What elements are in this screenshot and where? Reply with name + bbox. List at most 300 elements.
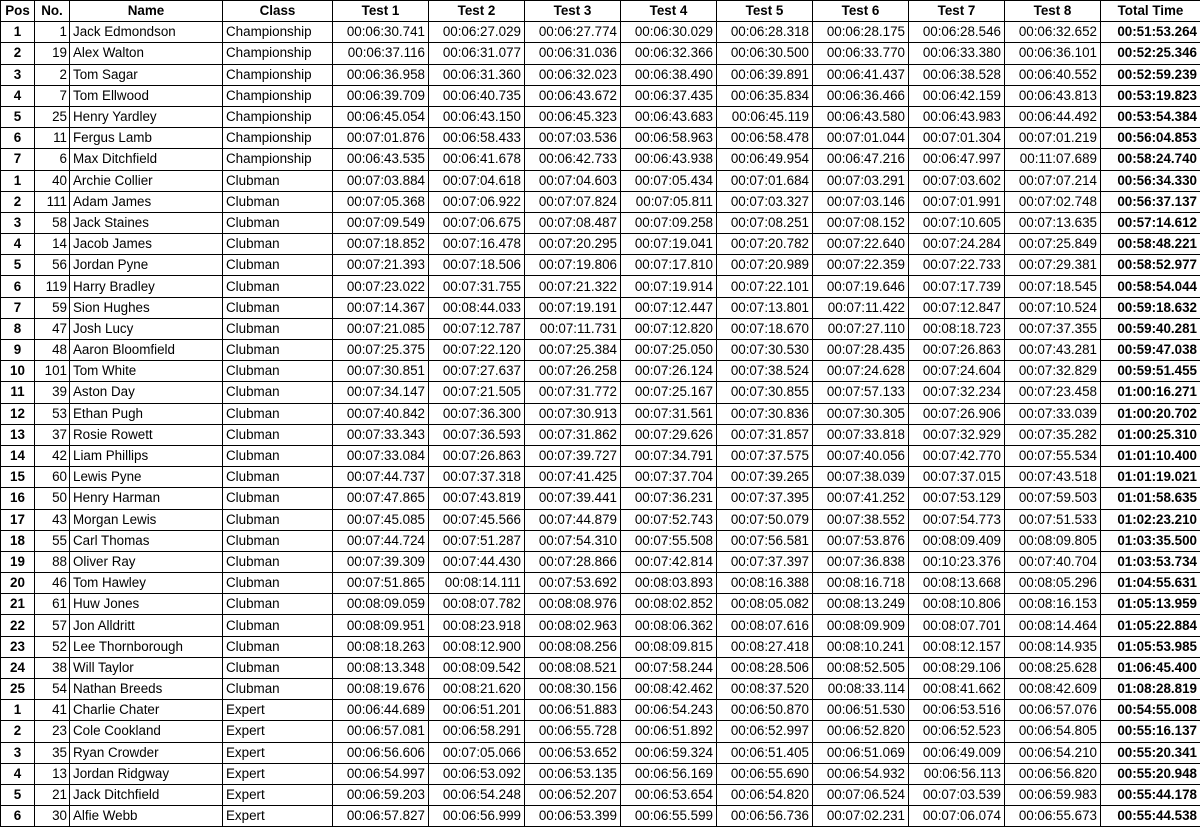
class-cell: Clubman xyxy=(223,636,333,657)
header-test-4: Test 4 xyxy=(621,1,717,22)
test-1-cell: 00:06:59.203 xyxy=(333,784,429,805)
test-5-cell: 00:07:03.327 xyxy=(717,191,813,212)
table-row xyxy=(1,149,1200,170)
test-8-cell: 00:06:40.552 xyxy=(1005,64,1101,85)
test-3-cell: 00:07:19.191 xyxy=(525,297,621,318)
header-test-5: Test 5 xyxy=(717,1,813,22)
class-cell: Clubman xyxy=(223,382,333,403)
class-cell: Clubman xyxy=(223,679,333,700)
test-3-cell: 00:07:54.310 xyxy=(525,530,621,551)
test-4-cell: 00:08:02.852 xyxy=(621,594,717,615)
test-8-cell: 00:06:44.492 xyxy=(1005,106,1101,127)
rider-name-cell: Morgan Lewis xyxy=(70,509,223,530)
test-8-cell: 00:11:07.689 xyxy=(1005,149,1101,170)
class-cell: Championship xyxy=(223,64,333,85)
test-7-cell: 00:06:52.523 xyxy=(909,721,1005,742)
test-3-cell: 00:08:08.256 xyxy=(525,636,621,657)
test-6-cell: 00:07:11.422 xyxy=(813,297,909,318)
test-5-cell: 00:06:30.500 xyxy=(717,43,813,64)
number-cell: 13 xyxy=(35,763,70,784)
test-4-cell: 00:06:58.963 xyxy=(621,128,717,149)
test-7-cell: 00:06:53.516 xyxy=(909,700,1005,721)
test-7-cell: 00:07:24.284 xyxy=(909,234,1005,255)
test-2-cell: 00:06:40.735 xyxy=(429,85,525,106)
test-7-cell: 00:07:10.605 xyxy=(909,212,1005,233)
test-8-cell: 00:08:42.609 xyxy=(1005,679,1101,700)
test-4-cell: 00:06:43.938 xyxy=(621,149,717,170)
test-8-cell: 00:07:02.748 xyxy=(1005,191,1101,212)
test-5-cell: 00:08:28.506 xyxy=(717,657,813,678)
class-cell: Clubman xyxy=(223,191,333,212)
test-6-cell: 00:07:22.359 xyxy=(813,255,909,276)
table-row xyxy=(1,191,1200,212)
class-cell: Clubman xyxy=(223,318,333,339)
total-time-cell: 01:03:53.734 xyxy=(1101,551,1200,572)
test-2-cell: 00:07:31.755 xyxy=(429,276,525,297)
total-time-cell: 00:59:40.281 xyxy=(1101,318,1200,339)
table-row xyxy=(1,85,1200,106)
pos-cell: 2 xyxy=(1,721,35,742)
class-cell: Championship xyxy=(223,106,333,127)
test-7-cell: 00:07:01.304 xyxy=(909,128,1005,149)
number-cell: 55 xyxy=(35,530,70,551)
test-4-cell: 00:07:58.244 xyxy=(621,657,717,678)
table-header xyxy=(1,1,1200,22)
test-5-cell: 00:07:08.251 xyxy=(717,212,813,233)
test-5-cell: 00:07:39.265 xyxy=(717,467,813,488)
test-5-cell: 00:06:45.119 xyxy=(717,106,813,127)
test-7-cell: 00:06:49.009 xyxy=(909,742,1005,763)
header-test-2: Test 2 xyxy=(429,1,525,22)
test-6-cell: 00:08:13.249 xyxy=(813,594,909,615)
total-time-cell: 00:59:51.455 xyxy=(1101,361,1200,382)
number-cell: 50 xyxy=(35,488,70,509)
test-1-cell: 00:06:57.827 xyxy=(333,806,429,827)
test-8-cell: 00:07:59.503 xyxy=(1005,488,1101,509)
pos-cell: 1 xyxy=(1,170,35,191)
test-6-cell: 00:07:19.646 xyxy=(813,276,909,297)
test-7-cell: 00:07:17.739 xyxy=(909,276,1005,297)
test-4-cell: 00:07:55.508 xyxy=(621,530,717,551)
rider-name-cell: Tom Sagar xyxy=(70,64,223,85)
table-row xyxy=(1,297,1200,318)
test-3-cell: 00:07:03.536 xyxy=(525,128,621,149)
pos-cell: 4 xyxy=(1,234,35,255)
test-2-cell: 00:06:31.360 xyxy=(429,64,525,85)
table-row xyxy=(1,784,1200,805)
pos-cell: 13 xyxy=(1,424,35,445)
test-7-cell: 00:07:22.733 xyxy=(909,255,1005,276)
table-row xyxy=(1,445,1200,466)
test-6-cell: 00:06:47.216 xyxy=(813,149,909,170)
rider-name-cell: Huw Jones xyxy=(70,594,223,615)
test-2-cell: 00:06:56.999 xyxy=(429,806,525,827)
test-6-cell: 00:08:33.114 xyxy=(813,679,909,700)
test-7-cell: 00:06:56.113 xyxy=(909,763,1005,784)
test-6-cell: 00:06:33.770 xyxy=(813,43,909,64)
total-time-cell: 00:58:52.977 xyxy=(1101,255,1200,276)
test-7-cell: 00:07:42.770 xyxy=(909,445,1005,466)
rider-name-cell: Aaron Bloomfield xyxy=(70,340,223,361)
test-2-cell: 00:08:07.782 xyxy=(429,594,525,615)
test-6-cell: 00:06:51.530 xyxy=(813,700,909,721)
test-7-cell: 00:07:12.847 xyxy=(909,297,1005,318)
test-4-cell: 00:07:31.561 xyxy=(621,403,717,424)
test-6-cell: 00:07:53.876 xyxy=(813,530,909,551)
test-2-cell: 00:06:54.248 xyxy=(429,784,525,805)
test-2-cell: 00:08:12.900 xyxy=(429,636,525,657)
test-6-cell: 00:06:51.069 xyxy=(813,742,909,763)
test-8-cell: 00:07:25.849 xyxy=(1005,234,1101,255)
total-time-cell: 00:58:48.221 xyxy=(1101,234,1200,255)
table-row xyxy=(1,128,1200,149)
number-cell: 6 xyxy=(35,149,70,170)
test-1-cell: 00:07:18.852 xyxy=(333,234,429,255)
test-2-cell: 00:07:04.618 xyxy=(429,170,525,191)
test-5-cell: 00:06:54.820 xyxy=(717,784,813,805)
number-cell: 46 xyxy=(35,573,70,594)
test-6-cell: 00:06:52.820 xyxy=(813,721,909,742)
pos-cell: 5 xyxy=(1,784,35,805)
rider-name-cell: Jack Staines xyxy=(70,212,223,233)
test-2-cell: 00:08:44.033 xyxy=(429,297,525,318)
test-1-cell: 00:07:25.375 xyxy=(333,340,429,361)
test-6-cell: 00:07:03.146 xyxy=(813,191,909,212)
rider-name-cell: Henry Harman xyxy=(70,488,223,509)
test-1-cell: 00:06:56.606 xyxy=(333,742,429,763)
table-row xyxy=(1,594,1200,615)
test-6-cell: 00:08:16.718 xyxy=(813,573,909,594)
test-3-cell: 00:08:08.521 xyxy=(525,657,621,678)
rider-name-cell: Sion Hughes xyxy=(70,297,223,318)
test-7-cell: 00:08:29.106 xyxy=(909,657,1005,678)
pos-cell: 19 xyxy=(1,551,35,572)
test-4-cell: 00:06:55.599 xyxy=(621,806,717,827)
test-5-cell: 00:06:51.405 xyxy=(717,742,813,763)
table-body xyxy=(1,22,1200,827)
total-time-cell: 00:56:37.137 xyxy=(1101,191,1200,212)
test-4-cell: 00:08:06.362 xyxy=(621,615,717,636)
number-cell: 14 xyxy=(35,234,70,255)
test-1-cell: 00:07:03.884 xyxy=(333,170,429,191)
number-cell: 57 xyxy=(35,615,70,636)
test-3-cell: 00:07:19.806 xyxy=(525,255,621,276)
class-cell: Expert xyxy=(223,700,333,721)
test-6-cell: 00:06:41.437 xyxy=(813,64,909,85)
test-4-cell: 00:06:56.169 xyxy=(621,763,717,784)
test-6-cell: 00:07:03.291 xyxy=(813,170,909,191)
test-1-cell: 00:08:09.951 xyxy=(333,615,429,636)
table-row xyxy=(1,361,1200,382)
test-5-cell: 00:07:31.857 xyxy=(717,424,813,445)
test-2-cell: 00:07:26.863 xyxy=(429,445,525,466)
test-3-cell: 00:07:44.879 xyxy=(525,509,621,530)
test-8-cell: 00:06:56.820 xyxy=(1005,763,1101,784)
test-1-cell: 00:08:19.676 xyxy=(333,679,429,700)
test-3-cell: 00:08:30.156 xyxy=(525,679,621,700)
test-1-cell: 00:06:39.709 xyxy=(333,85,429,106)
test-4-cell: 00:06:54.243 xyxy=(621,700,717,721)
test-2-cell: 00:06:41.678 xyxy=(429,149,525,170)
test-8-cell: 00:07:43.518 xyxy=(1005,467,1101,488)
table-row xyxy=(1,255,1200,276)
test-3-cell: 00:07:30.913 xyxy=(525,403,621,424)
test-3-cell: 00:08:02.963 xyxy=(525,615,621,636)
table-row xyxy=(1,615,1200,636)
class-cell: Expert xyxy=(223,721,333,742)
rider-name-cell: Lewis Pyne xyxy=(70,467,223,488)
rider-name-cell: Jon Alldritt xyxy=(70,615,223,636)
test-2-cell: 00:08:14.111 xyxy=(429,573,525,594)
total-time-cell: 00:57:14.612 xyxy=(1101,212,1200,233)
test-3-cell: 00:07:39.727 xyxy=(525,445,621,466)
test-6-cell: 00:07:40.056 xyxy=(813,445,909,466)
test-2-cell: 00:06:58.291 xyxy=(429,721,525,742)
test-2-cell: 00:06:51.201 xyxy=(429,700,525,721)
test-3-cell: 00:06:27.774 xyxy=(525,22,621,43)
test-7-cell: 00:08:07.701 xyxy=(909,615,1005,636)
rider-name-cell: Rosie Rowett xyxy=(70,424,223,445)
pos-cell: 5 xyxy=(1,106,35,127)
test-3-cell: 00:06:31.036 xyxy=(525,43,621,64)
header-test-1: Test 1 xyxy=(333,1,429,22)
pos-cell: 21 xyxy=(1,594,35,615)
test-7-cell: 00:07:54.773 xyxy=(909,509,1005,530)
pos-cell: 5 xyxy=(1,255,35,276)
pos-cell: 24 xyxy=(1,657,35,678)
number-cell: 11 xyxy=(35,128,70,149)
test-3-cell: 00:07:39.441 xyxy=(525,488,621,509)
pos-cell: 16 xyxy=(1,488,35,509)
rider-name-cell: Alex Walton xyxy=(70,43,223,64)
number-cell: 101 xyxy=(35,361,70,382)
test-6-cell: 00:07:27.110 xyxy=(813,318,909,339)
test-2-cell: 00:06:58.433 xyxy=(429,128,525,149)
test-1-cell: 00:06:45.054 xyxy=(333,106,429,127)
test-7-cell: 00:08:13.668 xyxy=(909,573,1005,594)
test-8-cell: 00:07:29.381 xyxy=(1005,255,1101,276)
test-1-cell: 00:07:33.343 xyxy=(333,424,429,445)
test-4-cell: 00:07:34.791 xyxy=(621,445,717,466)
test-7-cell: 00:08:12.157 xyxy=(909,636,1005,657)
total-time-cell: 01:05:22.884 xyxy=(1101,615,1200,636)
number-cell: 56 xyxy=(35,255,70,276)
test-7-cell: 00:08:18.723 xyxy=(909,318,1005,339)
pos-cell: 7 xyxy=(1,149,35,170)
test-2-cell: 00:08:21.620 xyxy=(429,679,525,700)
total-time-cell: 01:04:55.631 xyxy=(1101,573,1200,594)
pos-cell: 6 xyxy=(1,128,35,149)
test-6-cell: 00:07:30.305 xyxy=(813,403,909,424)
test-4-cell: 00:06:38.490 xyxy=(621,64,717,85)
test-3-cell: 00:06:45.323 xyxy=(525,106,621,127)
rider-name-cell: Tom White xyxy=(70,361,223,382)
pos-cell: 12 xyxy=(1,403,35,424)
test-7-cell: 00:07:06.074 xyxy=(909,806,1005,827)
test-2-cell: 00:08:23.918 xyxy=(429,615,525,636)
test-5-cell: 00:07:37.575 xyxy=(717,445,813,466)
total-time-cell: 01:05:53.985 xyxy=(1101,636,1200,657)
test-2-cell: 00:07:06.922 xyxy=(429,191,525,212)
test-2-cell: 00:07:21.505 xyxy=(429,382,525,403)
test-3-cell: 00:06:42.733 xyxy=(525,149,621,170)
rider-name-cell: Jack Edmondson xyxy=(70,22,223,43)
class-cell: Expert xyxy=(223,763,333,784)
pos-cell: 9 xyxy=(1,340,35,361)
test-5-cell: 00:06:50.870 xyxy=(717,700,813,721)
number-cell: 38 xyxy=(35,657,70,678)
test-3-cell: 00:06:53.399 xyxy=(525,806,621,827)
test-7-cell: 00:10:23.376 xyxy=(909,551,1005,572)
class-cell: Clubman xyxy=(223,594,333,615)
class-cell: Expert xyxy=(223,806,333,827)
test-4-cell: 00:07:42.814 xyxy=(621,551,717,572)
number-cell: 60 xyxy=(35,467,70,488)
test-6-cell: 00:08:10.241 xyxy=(813,636,909,657)
number-cell: 48 xyxy=(35,340,70,361)
test-8-cell: 00:07:32.829 xyxy=(1005,361,1101,382)
rider-name-cell: Aston Day xyxy=(70,382,223,403)
table-row xyxy=(1,64,1200,85)
pos-cell: 4 xyxy=(1,85,35,106)
test-5-cell: 00:07:20.782 xyxy=(717,234,813,255)
test-8-cell: 00:07:13.635 xyxy=(1005,212,1101,233)
test-7-cell: 00:06:38.528 xyxy=(909,64,1005,85)
test-2-cell: 00:07:43.819 xyxy=(429,488,525,509)
header-no: No. xyxy=(35,1,70,22)
pos-cell: 11 xyxy=(1,382,35,403)
test-6-cell: 00:07:28.435 xyxy=(813,340,909,361)
test-6-cell: 00:06:54.932 xyxy=(813,763,909,784)
test-8-cell: 00:08:05.296 xyxy=(1005,573,1101,594)
number-cell: 54 xyxy=(35,679,70,700)
class-cell: Clubman xyxy=(223,170,333,191)
class-cell: Clubman xyxy=(223,509,333,530)
test-1-cell: 00:06:43.535 xyxy=(333,149,429,170)
test-1-cell: 00:06:37.116 xyxy=(333,43,429,64)
test-8-cell: 00:06:54.805 xyxy=(1005,721,1101,742)
test-5-cell: 00:07:13.801 xyxy=(717,297,813,318)
test-4-cell: 00:07:29.626 xyxy=(621,424,717,445)
test-2-cell: 00:07:22.120 xyxy=(429,340,525,361)
test-3-cell: 00:06:43.672 xyxy=(525,85,621,106)
rider-name-cell: Max Ditchfield xyxy=(70,149,223,170)
test-6-cell: 00:07:22.640 xyxy=(813,234,909,255)
test-4-cell: 00:06:51.892 xyxy=(621,721,717,742)
test-3-cell: 00:07:31.772 xyxy=(525,382,621,403)
rider-name-cell: Jordan Pyne xyxy=(70,255,223,276)
test-5-cell: 00:06:39.891 xyxy=(717,64,813,85)
total-time-cell: 01:00:20.702 xyxy=(1101,403,1200,424)
test-7-cell: 00:07:37.015 xyxy=(909,467,1005,488)
number-cell: 41 xyxy=(35,700,70,721)
test-4-cell: 00:07:52.743 xyxy=(621,509,717,530)
rider-name-cell: Charlie Chater xyxy=(70,700,223,721)
number-cell: 47 xyxy=(35,318,70,339)
test-6-cell: 00:07:38.039 xyxy=(813,467,909,488)
number-cell: 61 xyxy=(35,594,70,615)
number-cell: 35 xyxy=(35,742,70,763)
test-3-cell: 00:07:31.862 xyxy=(525,424,621,445)
test-3-cell: 00:07:26.258 xyxy=(525,361,621,382)
header-total-time: Total Time xyxy=(1101,1,1200,22)
test-5-cell: 00:07:56.581 xyxy=(717,530,813,551)
test-4-cell: 00:06:59.324 xyxy=(621,742,717,763)
test-5-cell: 00:08:16.388 xyxy=(717,573,813,594)
table-row xyxy=(1,106,1200,127)
test-1-cell: 00:07:44.724 xyxy=(333,530,429,551)
test-4-cell: 00:07:05.811 xyxy=(621,191,717,212)
test-5-cell: 00:07:37.395 xyxy=(717,488,813,509)
test-6-cell: 00:07:06.524 xyxy=(813,784,909,805)
test-8-cell: 00:07:01.219 xyxy=(1005,128,1101,149)
total-time-cell: 00:59:18.632 xyxy=(1101,297,1200,318)
rider-name-cell: Fergus Lamb xyxy=(70,128,223,149)
table-row xyxy=(1,234,1200,255)
test-8-cell: 00:07:10.524 xyxy=(1005,297,1101,318)
test-2-cell: 00:07:05.066 xyxy=(429,742,525,763)
test-1-cell: 00:06:36.958 xyxy=(333,64,429,85)
number-cell: 2 xyxy=(35,64,70,85)
test-4-cell: 00:07:19.914 xyxy=(621,276,717,297)
test-3-cell: 00:08:08.976 xyxy=(525,594,621,615)
table-row xyxy=(1,22,1200,43)
pos-cell: 10 xyxy=(1,361,35,382)
number-cell: 19 xyxy=(35,43,70,64)
table-row xyxy=(1,679,1200,700)
class-cell: Clubman xyxy=(223,657,333,678)
test-4-cell: 00:07:26.124 xyxy=(621,361,717,382)
class-cell: Clubman xyxy=(223,361,333,382)
test-2-cell: 00:06:27.029 xyxy=(429,22,525,43)
number-cell: 88 xyxy=(35,551,70,572)
class-cell: Expert xyxy=(223,784,333,805)
rider-name-cell: Liam Phillips xyxy=(70,445,223,466)
test-5-cell: 00:07:50.079 xyxy=(717,509,813,530)
number-cell: 7 xyxy=(35,85,70,106)
test-1-cell: 00:07:33.084 xyxy=(333,445,429,466)
total-time-cell: 00:53:54.384 xyxy=(1101,106,1200,127)
total-time-cell: 00:55:44.538 xyxy=(1101,806,1200,827)
rider-name-cell: Cole Cookland xyxy=(70,721,223,742)
pos-cell: 20 xyxy=(1,573,35,594)
test-7-cell: 00:06:47.997 xyxy=(909,149,1005,170)
class-cell: Championship xyxy=(223,43,333,64)
test-5-cell: 00:08:05.082 xyxy=(717,594,813,615)
test-6-cell: 00:07:57.133 xyxy=(813,382,909,403)
test-1-cell: 00:06:30.741 xyxy=(333,22,429,43)
test-4-cell: 00:07:17.810 xyxy=(621,255,717,276)
test-8-cell: 00:08:09.805 xyxy=(1005,530,1101,551)
test-2-cell: 00:07:37.318 xyxy=(429,467,525,488)
header-pos: Pos xyxy=(1,1,35,22)
table-row xyxy=(1,700,1200,721)
table-row xyxy=(1,721,1200,742)
test-1-cell: 00:07:21.393 xyxy=(333,255,429,276)
test-3-cell: 00:07:08.487 xyxy=(525,212,621,233)
pos-cell: 2 xyxy=(1,191,35,212)
table-row xyxy=(1,467,1200,488)
test-5-cell: 00:06:56.736 xyxy=(717,806,813,827)
test-2-cell: 00:07:16.478 xyxy=(429,234,525,255)
test-8-cell: 00:06:55.673 xyxy=(1005,806,1101,827)
total-time-cell: 00:52:59.239 xyxy=(1101,64,1200,85)
test-6-cell: 00:07:38.552 xyxy=(813,509,909,530)
test-6-cell: 00:06:36.466 xyxy=(813,85,909,106)
table-row xyxy=(1,170,1200,191)
test-3-cell: 00:07:07.824 xyxy=(525,191,621,212)
table-row xyxy=(1,806,1200,827)
